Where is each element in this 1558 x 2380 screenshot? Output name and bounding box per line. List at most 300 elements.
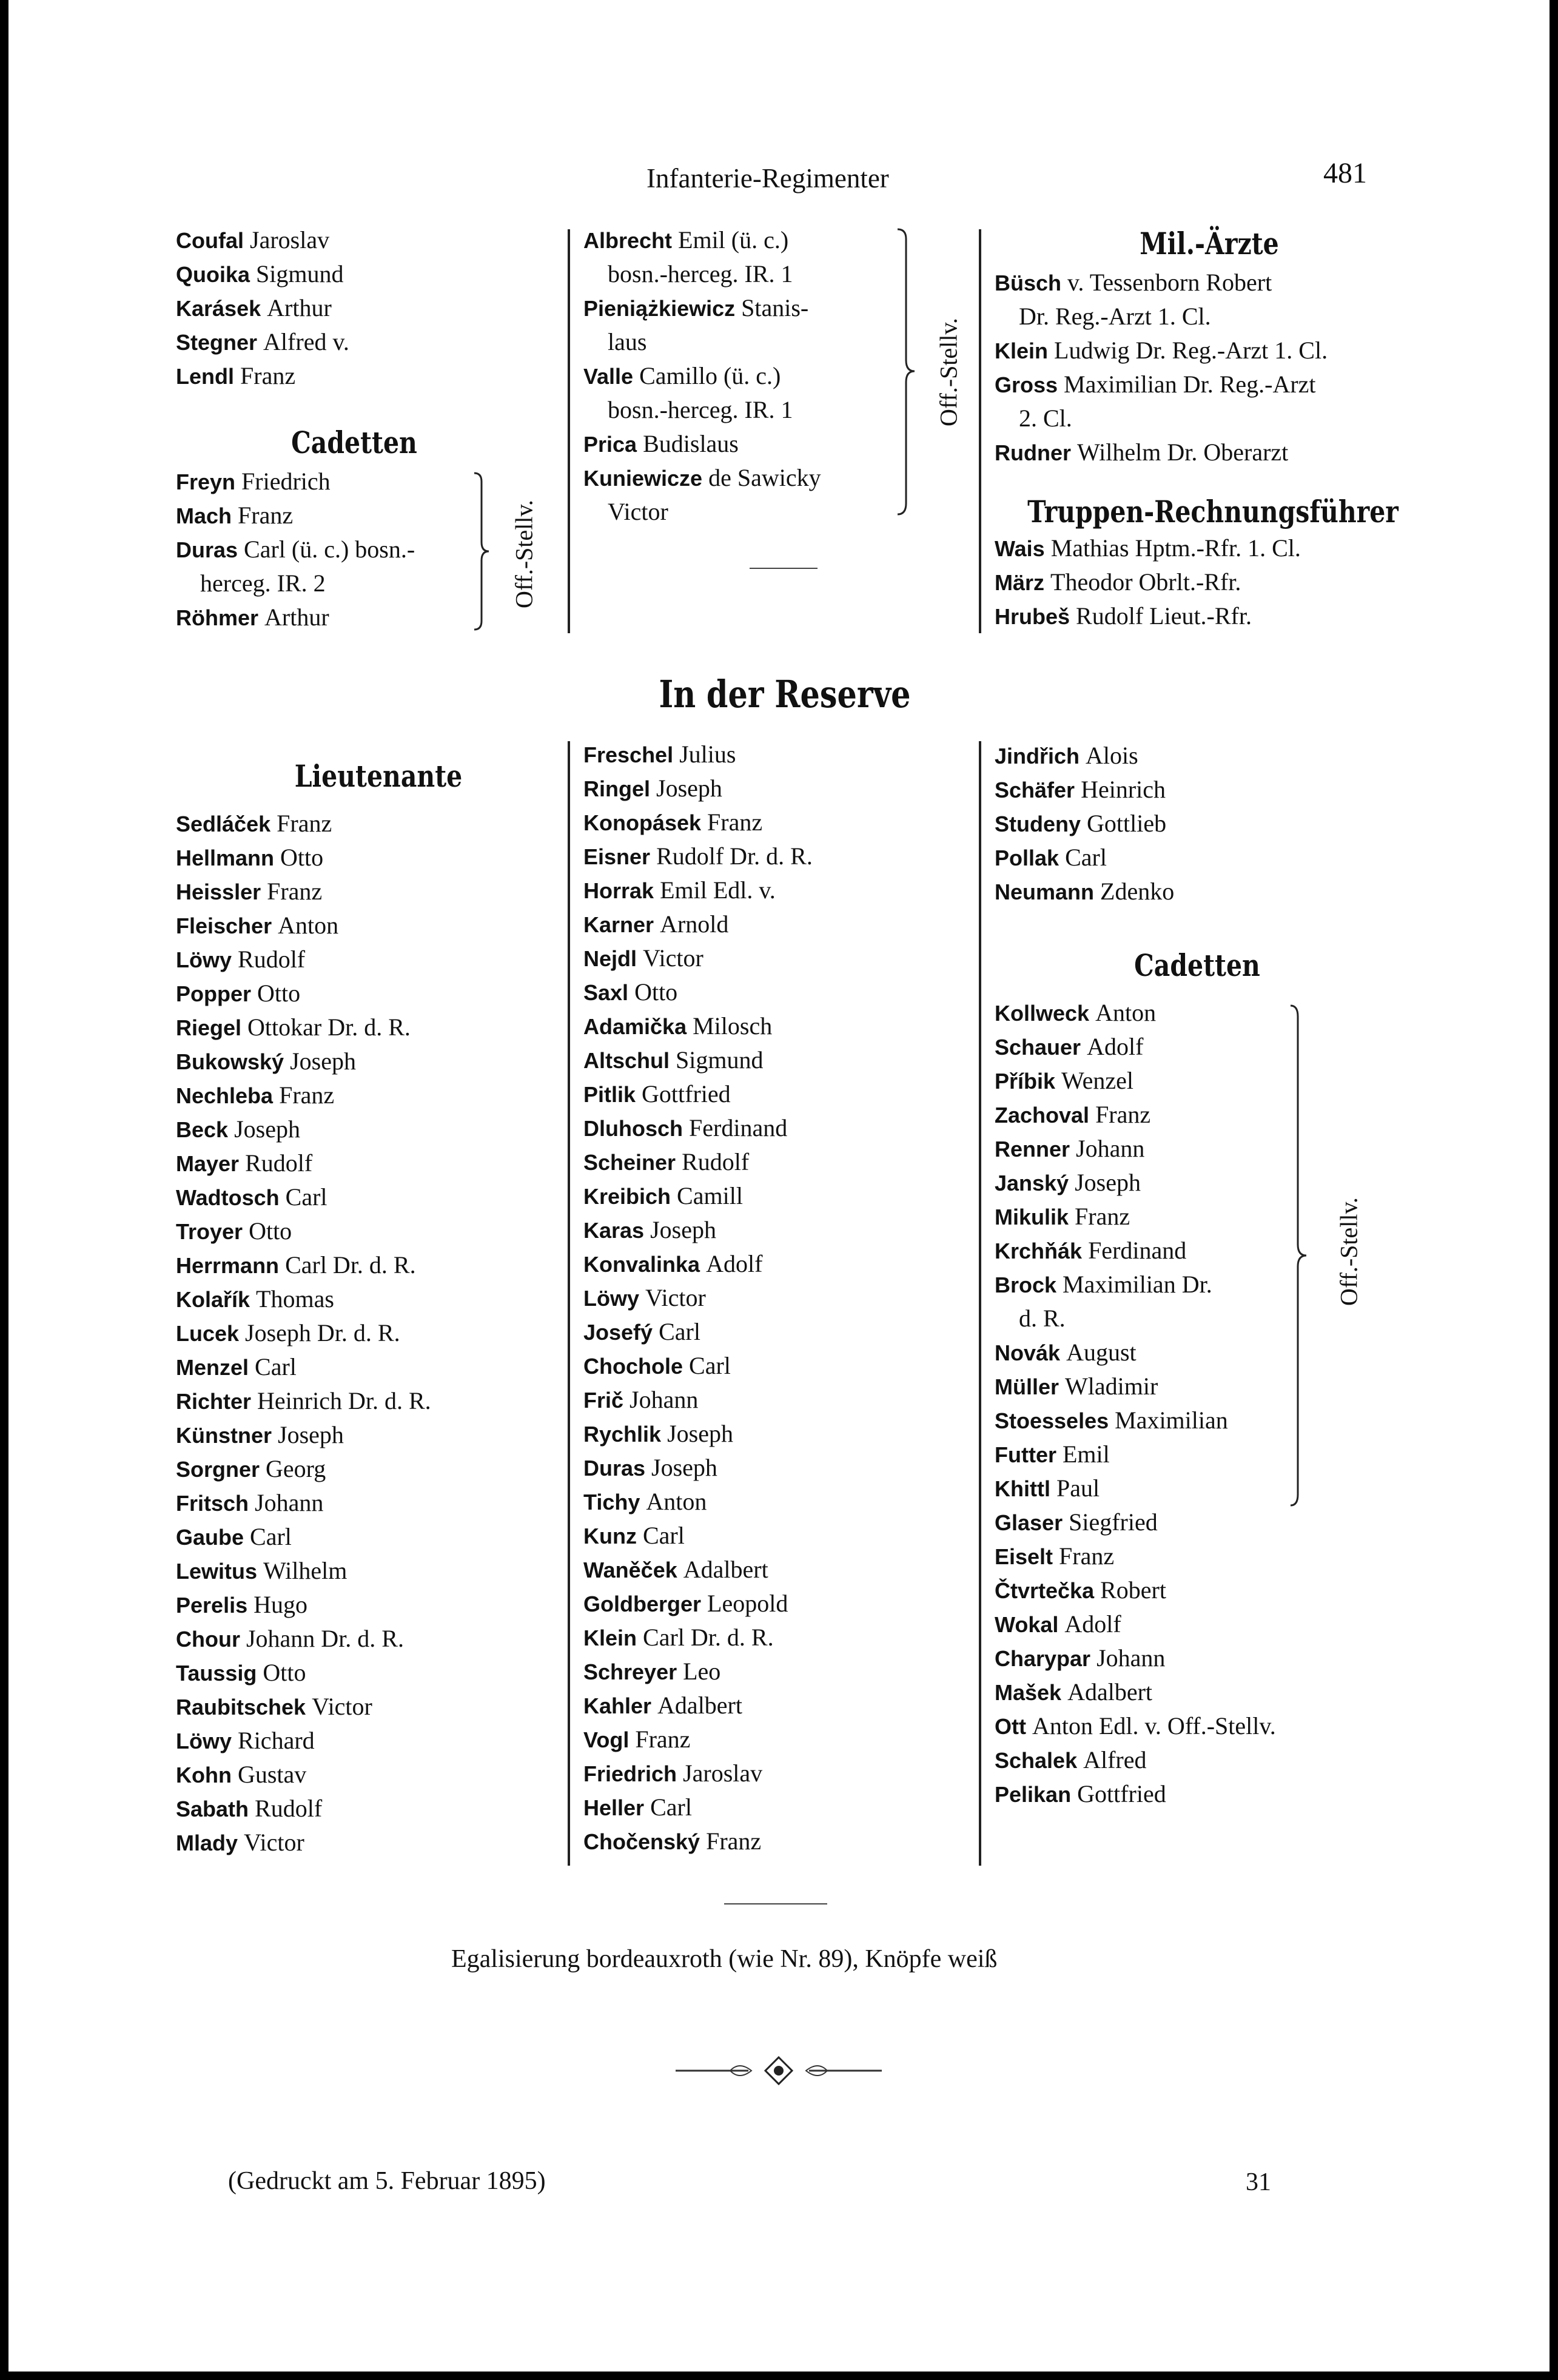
given-name: Leo: [683, 1658, 721, 1685]
surname: Lewitus: [176, 1559, 258, 1584]
surname: Schauer: [995, 1035, 1081, 1060]
list-item: [995, 1709, 1276, 1743]
surname: Waněček: [583, 1558, 677, 1582]
given-name: Franz: [240, 362, 296, 389]
given-name: Joseph Dr. d. R.: [245, 1319, 400, 1346]
given-name: Otto: [257, 980, 301, 1007]
reserve-list-col1: [176, 807, 431, 1860]
list-item: [583, 1756, 813, 1790]
surname: Troyer: [176, 1219, 243, 1244]
list-item: [995, 1030, 1276, 1064]
list-item: [176, 257, 349, 291]
given-name: Franz: [1075, 1203, 1130, 1230]
given-name: Hugo: [254, 1591, 307, 1618]
list-item: [583, 839, 813, 873]
given-name: August: [1066, 1339, 1137, 1366]
given-name: Victor: [645, 1284, 706, 1311]
surname: Raubitschek: [176, 1695, 306, 1719]
surname: Karner: [583, 912, 654, 937]
list-item: [995, 402, 1328, 435]
surname: Stegner: [176, 330, 258, 355]
given-name: Wenzel: [1061, 1067, 1133, 1094]
list-item: [176, 1010, 431, 1044]
list-item: [995, 1505, 1276, 1539]
given-name: Ottokar Dr. d. R.: [247, 1014, 411, 1041]
surname: Coufal: [176, 228, 244, 253]
given-name: Victor: [244, 1829, 304, 1856]
given-name: Stanis-: [741, 294, 809, 321]
list-item: [583, 1349, 813, 1383]
given-name: Joseph: [290, 1047, 356, 1075]
surname: Vogl: [583, 1727, 630, 1752]
surname: Heller: [583, 1795, 645, 1820]
surname: Friedrich: [583, 1761, 677, 1786]
list-item: [176, 841, 431, 875]
given-name: Adolf: [1064, 1610, 1121, 1638]
given-name: Camillo (ü. c.): [639, 362, 781, 389]
given-name: Victor: [312, 1693, 372, 1720]
list-item: [583, 1043, 813, 1077]
given-name: Julius: [679, 741, 736, 768]
given-name: laus: [608, 328, 647, 355]
list-item: [583, 1621, 813, 1655]
list-item: [583, 1145, 813, 1179]
off-stellv-label-reserve: Off.-Stellv.: [1335, 1197, 1363, 1306]
given-name: Rudolf Dr. d. R.: [656, 842, 813, 870]
list-item: [995, 1234, 1276, 1268]
list-item: [176, 600, 415, 634]
list-item: [176, 1078, 431, 1112]
surname: Pitlik: [583, 1082, 636, 1107]
given-name: Adalbert: [683, 1556, 768, 1583]
egalisierung-note: Egalisierung bordeauxroth (wie Nr. 89), Knöpfe weiß: [451, 1945, 998, 1973]
cadetten-heading: Cadetten: [291, 425, 417, 460]
surname: Löwy: [176, 947, 232, 972]
list-item: [176, 977, 431, 1010]
surname: Löwy: [176, 1729, 232, 1753]
lieutenante-heading: Lieutenante: [294, 758, 463, 794]
given-name: Gustav: [237, 1761, 307, 1788]
list-item: [995, 773, 1174, 807]
list-item: [176, 499, 415, 533]
list-item: [583, 1824, 813, 1858]
surname: Schäfer: [995, 778, 1075, 802]
list-item: [583, 1213, 813, 1247]
surname: Mlady: [176, 1830, 238, 1855]
list-item: [995, 368, 1328, 402]
list-item: [995, 1743, 1276, 1777]
list-item: [583, 1009, 813, 1043]
surname: Schalek: [995, 1748, 1078, 1773]
reserve-cadetten-heading: Cadetten: [1134, 947, 1260, 983]
list-item: [995, 1539, 1276, 1573]
surname: Khittl: [995, 1476, 1050, 1501]
given-name: Alois: [1086, 742, 1138, 769]
list-item: [176, 1724, 431, 1758]
surname: Wais: [995, 536, 1045, 561]
given-name: Sigmund: [256, 260, 344, 287]
given-name: Friedrich: [241, 468, 331, 495]
surname: Büsch: [995, 271, 1062, 295]
given-name: Otto: [634, 978, 678, 1006]
list-item: [176, 1146, 431, 1180]
list-item: [583, 1689, 813, 1723]
list-item: [176, 1690, 431, 1724]
surname: Pollak: [995, 845, 1059, 870]
given-name: Carl: [285, 1183, 327, 1211]
surname: Frič: [583, 1388, 624, 1413]
list-item: [176, 1486, 431, 1520]
given-name: Adalbert: [657, 1692, 742, 1719]
list-item: [995, 1098, 1276, 1132]
list-item: [583, 1553, 813, 1587]
column-divider-3: [568, 741, 570, 1866]
given-name: Carl: [1065, 844, 1107, 871]
surname: Menzel: [176, 1355, 249, 1380]
list-item: [176, 1656, 431, 1690]
surname: Kreibich: [583, 1184, 671, 1209]
surname: Popper: [176, 981, 252, 1006]
list-item: [995, 1064, 1276, 1098]
list-item: [995, 1132, 1276, 1166]
given-name: Carl Dr. d. R.: [643, 1624, 774, 1651]
surname: Schreyer: [583, 1659, 677, 1684]
surname: Freyn: [176, 469, 236, 494]
surname: Altschul: [583, 1048, 670, 1073]
given-name: Emil Edl. v.: [660, 876, 776, 904]
surname: Zachoval: [995, 1103, 1090, 1128]
given-name: Joseph: [656, 775, 722, 802]
given-name: Joseph: [1075, 1169, 1141, 1196]
mil-aerzte-heading: Mil.-Ärzte: [1140, 226, 1279, 261]
list-item: [176, 1826, 431, 1860]
surname: Goldberger: [583, 1592, 702, 1616]
surname: Renner: [995, 1137, 1070, 1161]
list-item: [583, 941, 813, 975]
list-item: [995, 1268, 1276, 1302]
given-name: Budislaus: [643, 430, 739, 457]
given-name: Paul: [1056, 1474, 1100, 1502]
surname: Jindřich: [995, 744, 1080, 768]
given-name: Carl: [659, 1318, 700, 1345]
surname: Fritsch: [176, 1491, 249, 1516]
surname: Futter: [995, 1442, 1056, 1467]
given-name: Joseph: [278, 1421, 344, 1448]
surname: März: [995, 570, 1045, 595]
given-name: Robert: [1100, 1576, 1166, 1604]
surname: Gaube: [176, 1525, 244, 1550]
surname: Kolařík: [176, 1287, 250, 1312]
surname: Duras: [176, 537, 238, 562]
ornament-divider-icon: [676, 2052, 882, 2089]
list-item: [176, 1214, 431, 1248]
surname: Valle: [583, 364, 634, 389]
given-name: v. Tessenborn Robert: [1067, 269, 1272, 296]
list-item: [995, 841, 1174, 875]
given-name: Victor: [643, 944, 703, 972]
list-item: [583, 1281, 813, 1315]
surname: Hrubeš: [995, 604, 1070, 629]
given-name: Arnold: [660, 910, 729, 938]
page: [8, 0, 1550, 2372]
surname: Eiselt: [995, 1544, 1053, 1569]
given-name: Sigmund: [676, 1046, 764, 1074]
given-name: Johann: [630, 1386, 699, 1413]
surname: Brock: [995, 1272, 1057, 1297]
surname: Mayer: [176, 1151, 240, 1176]
surname: Josefý: [583, 1320, 653, 1345]
list-item: [583, 907, 813, 941]
given-name: Thomas: [256, 1285, 334, 1313]
list-item: [995, 435, 1328, 469]
rechnungsfuehrer-heading: Truppen-Rechnungsführer: [1027, 494, 1399, 529]
surname: Kohn: [176, 1763, 232, 1787]
given-name: Carl Dr. d. R.: [285, 1251, 416, 1279]
surname: Lendl: [176, 364, 234, 389]
list-item: [995, 1302, 1276, 1336]
surname: Beck: [176, 1117, 229, 1142]
given-name: Johann: [1096, 1644, 1166, 1672]
surname: Gross: [995, 372, 1058, 397]
given-name: Carl (ü. c.) bosn.-: [244, 536, 415, 563]
surname: Charypar: [995, 1646, 1091, 1671]
surname: Sedláček: [176, 812, 271, 836]
surname: Novák: [995, 1340, 1061, 1365]
surname: Studeny: [995, 812, 1081, 836]
surname: Pelikan: [995, 1782, 1072, 1807]
surname: Mach: [176, 503, 232, 528]
signature-mark: 31: [1246, 2168, 1271, 2196]
surname: Konopásek: [583, 810, 702, 835]
list-item: [583, 1417, 813, 1451]
given-name: Leopold: [707, 1590, 788, 1617]
list-item: [176, 1044, 431, 1078]
given-name: Heinrich: [1081, 776, 1166, 803]
given-name: Theodor Obrlt.-Rfr.: [1050, 568, 1241, 596]
surname: Fleischer: [176, 913, 272, 938]
list-item: [176, 1792, 431, 1826]
given-name: herceg. IR. 2: [200, 570, 326, 597]
given-name: Jaroslav: [250, 226, 330, 254]
surname: Ringel: [583, 776, 651, 801]
surname: Adamička: [583, 1014, 687, 1039]
surname: Kunz: [583, 1524, 637, 1548]
list-item: [176, 465, 415, 499]
list-item: [995, 334, 1328, 368]
surname: Konvalinka: [583, 1252, 700, 1277]
given-name: Mathias Hptm.-Rfr. 1. Cl.: [1050, 534, 1301, 562]
surname: Nejdl: [583, 946, 637, 971]
surname: Klein: [583, 1625, 637, 1650]
given-name: Adalbert: [1067, 1678, 1153, 1706]
given-name: Richard: [238, 1727, 315, 1754]
surname: Künstner: [176, 1423, 272, 1448]
list-item: [583, 805, 813, 839]
given-name: Wilhelm Dr. Oberarzt: [1077, 439, 1289, 466]
surname: Duras: [583, 1456, 646, 1481]
list-item: [995, 1471, 1276, 1505]
given-name: Johann Dr. d. R.: [246, 1625, 404, 1652]
surname: Rychlik: [583, 1422, 662, 1447]
surname: Röhmer: [176, 605, 259, 630]
list-item: [583, 1790, 813, 1824]
given-name: Milosch: [693, 1012, 773, 1040]
surname: Ott: [995, 1714, 1026, 1739]
list-item: [176, 1452, 431, 1486]
given-name: Ferdinand: [689, 1114, 788, 1141]
given-name: Victor: [608, 498, 668, 525]
list-item: [583, 325, 821, 359]
surname: Perelis: [176, 1593, 248, 1618]
surname: Glaser: [995, 1510, 1063, 1535]
given-name: Otto: [249, 1217, 292, 1245]
given-name: Franz: [279, 1081, 335, 1109]
list-item: [583, 495, 821, 529]
reserve-list-col2: [583, 738, 813, 1858]
surname: Kuniewicze: [583, 466, 703, 491]
list-item: [995, 531, 1301, 565]
surname: Kahler: [583, 1693, 652, 1718]
given-name: Carl: [650, 1793, 692, 1821]
surname: Riegel: [176, 1015, 242, 1040]
officer-list-col2: [583, 223, 821, 529]
list-item: [995, 1607, 1276, 1641]
given-name: Franz: [238, 502, 294, 529]
given-name: Franz: [277, 810, 332, 837]
list-item: [583, 1315, 813, 1349]
surname: Saxl: [583, 980, 629, 1005]
list-item: [583, 291, 821, 325]
list-item: [176, 1112, 431, 1146]
list-item: [995, 807, 1174, 841]
list-item: [176, 943, 431, 977]
list-item: [176, 1282, 431, 1316]
list-item: [583, 1077, 813, 1111]
list-item: [176, 1520, 431, 1554]
aerzte-list: [995, 266, 1328, 469]
given-name: Gottfried: [642, 1080, 731, 1108]
surname: Chočenský: [583, 1829, 700, 1854]
surname: Stoesseles: [995, 1408, 1109, 1433]
surname: Wadtosch: [176, 1185, 280, 1210]
list-item: [583, 1179, 813, 1213]
surname: Pieniążkiewicz: [583, 296, 736, 321]
surname: Neumann: [995, 879, 1095, 904]
list-item: [995, 565, 1301, 599]
list-item: [995, 996, 1276, 1030]
given-name: Franz: [1095, 1101, 1151, 1128]
running-head: Infanterie-Regimenter: [646, 163, 889, 193]
given-name: Johann: [1076, 1135, 1145, 1162]
surname: Karas: [583, 1218, 645, 1243]
given-name: bosn.-herceg. IR. 1: [608, 260, 793, 287]
given-name: Anton: [1095, 999, 1157, 1026]
list-item: [995, 1370, 1276, 1403]
surname: Sabath: [176, 1797, 249, 1821]
bracket-cadetten-col1: [471, 472, 495, 631]
surname: Chour: [176, 1627, 240, 1652]
reserve-cadetten-list: [995, 996, 1276, 1811]
list-item: [583, 223, 821, 257]
surname: Müller: [995, 1374, 1059, 1399]
list-item: [583, 1111, 813, 1145]
given-name: d. R.: [1019, 1305, 1066, 1332]
list-item: [583, 393, 821, 427]
given-name: Carl: [255, 1353, 297, 1380]
surname: Dluhosch: [583, 1116, 683, 1141]
bracket-reserve-cadetten: [1287, 1004, 1314, 1508]
given-name: Anton Edl. v. Off.-Stellv.: [1032, 1712, 1276, 1740]
given-name: Siegfried: [1069, 1508, 1158, 1536]
surname: Sorgner: [176, 1457, 260, 1482]
surname: Mašek: [995, 1680, 1062, 1705]
surname: Quoika: [176, 262, 250, 287]
surname: Janský: [995, 1171, 1069, 1195]
given-name: 2. Cl.: [1019, 405, 1072, 432]
given-name: de Sawicky: [708, 464, 821, 491]
given-name: Rudolf: [245, 1149, 313, 1177]
list-item: [995, 266, 1328, 300]
list-item: [583, 257, 821, 291]
list-item: [176, 325, 349, 359]
given-name: Ludwig Dr. Reg.-Arzt 1. Cl.: [1054, 337, 1328, 364]
given-name: Anton: [646, 1488, 707, 1515]
given-name: Gottlieb: [1087, 810, 1167, 837]
list-item: [995, 1573, 1276, 1607]
given-name: Adolf: [1087, 1033, 1144, 1060]
short-rule-col2: [750, 568, 818, 569]
bracket-col2: [894, 228, 921, 516]
column-divider-4: [979, 741, 981, 1866]
given-name: Joseph: [651, 1454, 717, 1481]
given-name: Maximilian Dr. Reg.-Arzt: [1064, 371, 1316, 398]
given-name: Alfred: [1083, 1746, 1147, 1773]
list-item: [995, 1403, 1276, 1437]
given-name: Rudolf: [682, 1148, 750, 1175]
given-name: Ferdinand: [1088, 1237, 1187, 1264]
given-name: Heinrich Dr. d. R.: [257, 1387, 431, 1414]
surname: Albrecht: [583, 228, 673, 253]
list-item: [583, 1247, 813, 1281]
list-item: [995, 1200, 1276, 1234]
given-name: Emil: [1063, 1440, 1110, 1468]
given-name: Carl: [689, 1352, 731, 1379]
list-item: [176, 533, 415, 566]
given-name: Joseph: [234, 1115, 300, 1143]
list-item: [176, 1418, 431, 1452]
list-item: [176, 909, 431, 943]
list-item: [583, 1655, 813, 1689]
surname: Löwy: [583, 1286, 640, 1311]
list-item: [583, 1519, 813, 1553]
list-item: [995, 875, 1174, 909]
surname: Tichy: [583, 1490, 640, 1514]
given-name: Franz: [635, 1726, 691, 1753]
given-name: Otto: [263, 1659, 306, 1686]
list-item: [176, 291, 349, 325]
given-name: Johann: [255, 1489, 324, 1516]
list-item: [583, 1723, 813, 1756]
given-name: Franz: [267, 878, 323, 905]
given-name: Arthur: [264, 603, 329, 631]
surname: Mikulik: [995, 1205, 1069, 1229]
list-item: [583, 1485, 813, 1519]
list-item: [176, 1316, 431, 1350]
list-item: [995, 739, 1174, 773]
surname: Taussig: [176, 1661, 257, 1686]
surname: Karásek: [176, 296, 261, 321]
given-name: Franz: [707, 808, 763, 836]
